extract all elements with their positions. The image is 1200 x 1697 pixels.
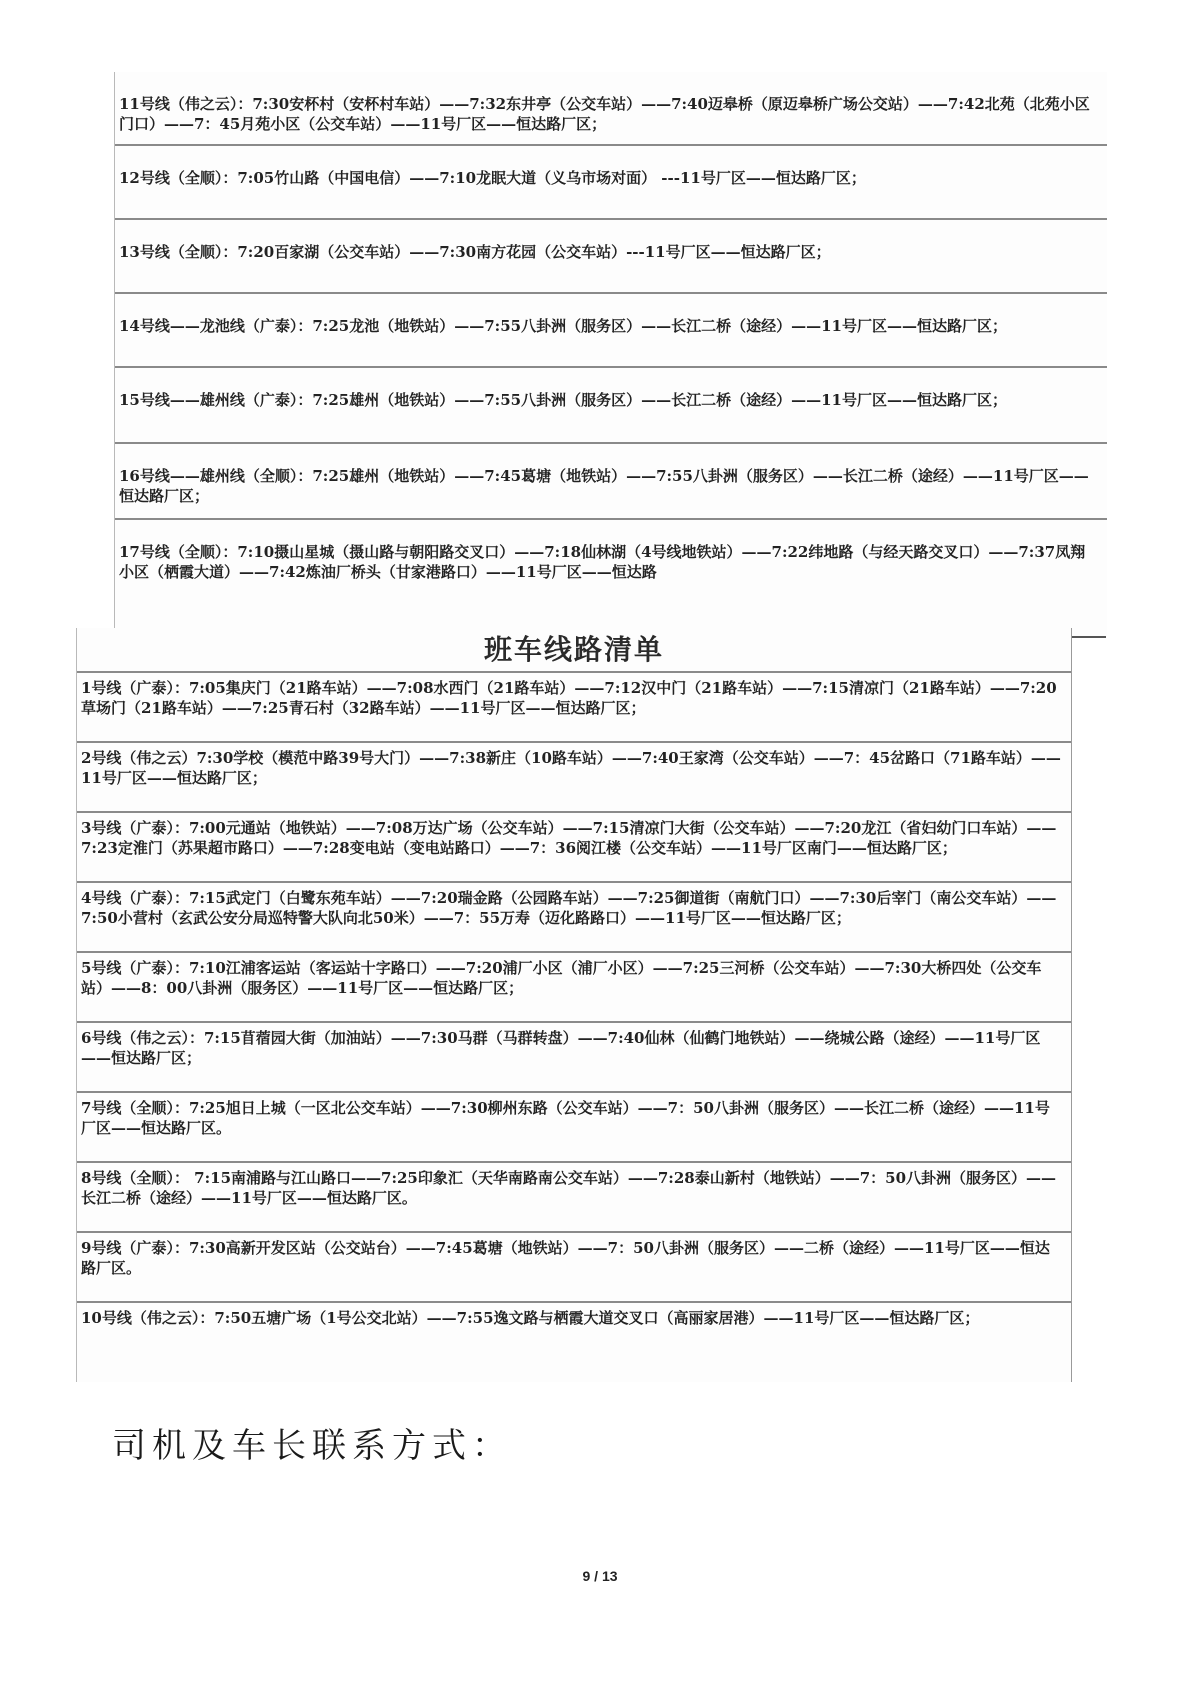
- route-text: 2号线（伟之云）7:30学校（模范中路39号大门）——7:38新庄（10路车站）——7:40王家湾（公交车站）——7：45岔路口（71路车站）——11号厂区——恒达路厂区；: [81, 749, 1061, 787]
- route-text: 4号线（广泰）：7:15武定门（白鹭东苑车站）——7:20瑞金路（公园路车站）——7:25御道街（南航门口）——7:30后宰门（南公交车站）——7:50小营村（玄武公安分局巡特警大队向北50米）——7：55万寿（迈化路路口）——11号厂区——恒达路厂区；: [81, 889, 1057, 927]
- route-row-2: [77, 743, 1071, 813]
- route-text: 1号线（广泰）：7:05集庆门（21路车站）——7:08水西门（21路车站）——7:12汉中门（21路车站）——7:15清凉门（21路车站）——7:20草场门（21路车站）——7:25青石村（32路车站）——11号厂区——恒达路厂区；: [81, 679, 1057, 717]
- route-image-bottom: [76, 628, 1072, 1382]
- contact-heading: 司机及车长联系方式：: [112, 1426, 512, 1466]
- route-row-7: [77, 1093, 1071, 1163]
- route-text: 6号线（伟之云）：7:15苜蓿园大街（加油站）——7:30马群（马群转盘）——7:40仙林（仙鹤门地铁站）——绕城公路（途经）——11号厂区——恒达路厂区；: [81, 1029, 1041, 1067]
- route-text: 9号线（广泰）：7:30高新开发区站（公交站台）——7:45葛塘（地铁站）——7：50八卦洲（服务区）——二桥（途经）——11号厂区——恒达路厂区。: [81, 1239, 1050, 1277]
- route-text: 14号线——龙池线（广泰）：7:25龙池（地铁站）——7:55八卦洲（服务区）——长江二桥（途经）——11号厂区——恒达路厂区；: [119, 317, 1007, 335]
- route-row-3: [77, 813, 1071, 883]
- route-text: 12号线（全顺）：7:05竹山路（中国电信）——7:10龙眠大道（义乌市场对面） ---11号厂区——恒达路厂区；: [119, 169, 866, 187]
- route-text: 10号线（伟之云）：7:50五塘广场（1号公交北站）——7:55逸文路与栖霞大道交叉口（高丽家居港）——11号厂区——恒达路厂区；: [81, 1309, 980, 1327]
- route-list-title: 班车线路清单: [77, 628, 1071, 673]
- route-text: 3号线（广泰）：7:00元通站（地铁站）——7:08万达广场（公交车站）——7:15清凉门大街（公交车站）——7:20龙江（省妇幼门口车站）——7:23定淮门（苏果超市路口）——7:28变电站（变电站路口）——7：36阅江楼（公交车站）——11号厂区南门——恒达路厂区；: [81, 819, 1057, 857]
- route-row-4: [77, 883, 1071, 953]
- route-text: 16号线——雄州线（全顺）：7:25雄州（地铁站）——7:45葛塘（地铁站）——7:55八卦洲（服务区）——长江二桥（途经）——11号厂区——恒达路厂区；: [119, 467, 1089, 505]
- route-row-6: [77, 1023, 1071, 1093]
- route-text: 15号线——雄州线（广泰）：7:25雄州（地铁站）——7:55八卦洲（服务区）——长江二桥（途经）——11号厂区——恒达路厂区；: [119, 391, 1007, 409]
- divider: [1072, 636, 1106, 638]
- route-row-5: [77, 953, 1071, 1023]
- route-row-1: [77, 673, 1071, 743]
- route-text: 11号线（伟之云）：7:30安杯村（安杯村车站）——7:32东井亭（公交车站）——7:40迈皋桥（原迈皋桥广场公交站）——7:42北苑（北苑小区门口）——7：45月苑小区（公交车站）——11号厂区——恒达路厂区；: [119, 95, 1090, 133]
- route-row-15: [115, 368, 1107, 444]
- route-text: 5号线（广泰）：7:10江浦客运站（客运站十字路口）——7:20浦厂小区（浦厂小区）——7:25三河桥（公交车站）——7:30大桥四处（公交车站）——8：00八卦洲（服务区）——11号厂区——恒达路厂区；: [81, 959, 1042, 997]
- route-row-12: [115, 146, 1107, 220]
- route-text: 7号线（全顺）：7:25旭日上城（一区北公交车站）——7:30柳州东路（公交车站）——7：50八卦洲（服务区）——长江二桥（途经）——11号厂区——恒达路厂区。: [81, 1099, 1050, 1137]
- route-text: 13号线（全顺）：7:20百家湖（公交车站）——7:30南方花园（公交车站）---11号厂区——恒达路厂区；: [119, 243, 831, 261]
- route-row-14: [115, 294, 1107, 368]
- route-row-16: [115, 444, 1107, 520]
- route-row-9: [77, 1233, 1071, 1303]
- route-row-17: [115, 520, 1107, 607]
- route-row-11: [115, 72, 1107, 146]
- route-row-10: [77, 1303, 1071, 1373]
- route-row-13: [115, 220, 1107, 294]
- route-text: 8号线（全顺）： 7:15南浦路与江山路口——7:25印象汇（天华南路南公交车站）——7:28泰山新村（地铁站）——7：50八卦洲（服务区）——长江二桥（途经）——11号厂区——恒达路厂区。: [81, 1169, 1057, 1207]
- route-image-top: [114, 72, 1107, 638]
- page-number: 9 / 13: [582, 1568, 618, 1584]
- route-row-8: [77, 1163, 1071, 1233]
- route-text: 17号线（全顺）：7:10摄山星城（摄山路与朝阳路交叉口）——7:18仙林湖（4号线地铁站）——7:22纬地路（与经天路交叉口）——7:37凤翔小区（栖霞大道）——7:42炼油厂桥头（甘家港路口）——11号厂区——恒达路: [119, 543, 1086, 581]
